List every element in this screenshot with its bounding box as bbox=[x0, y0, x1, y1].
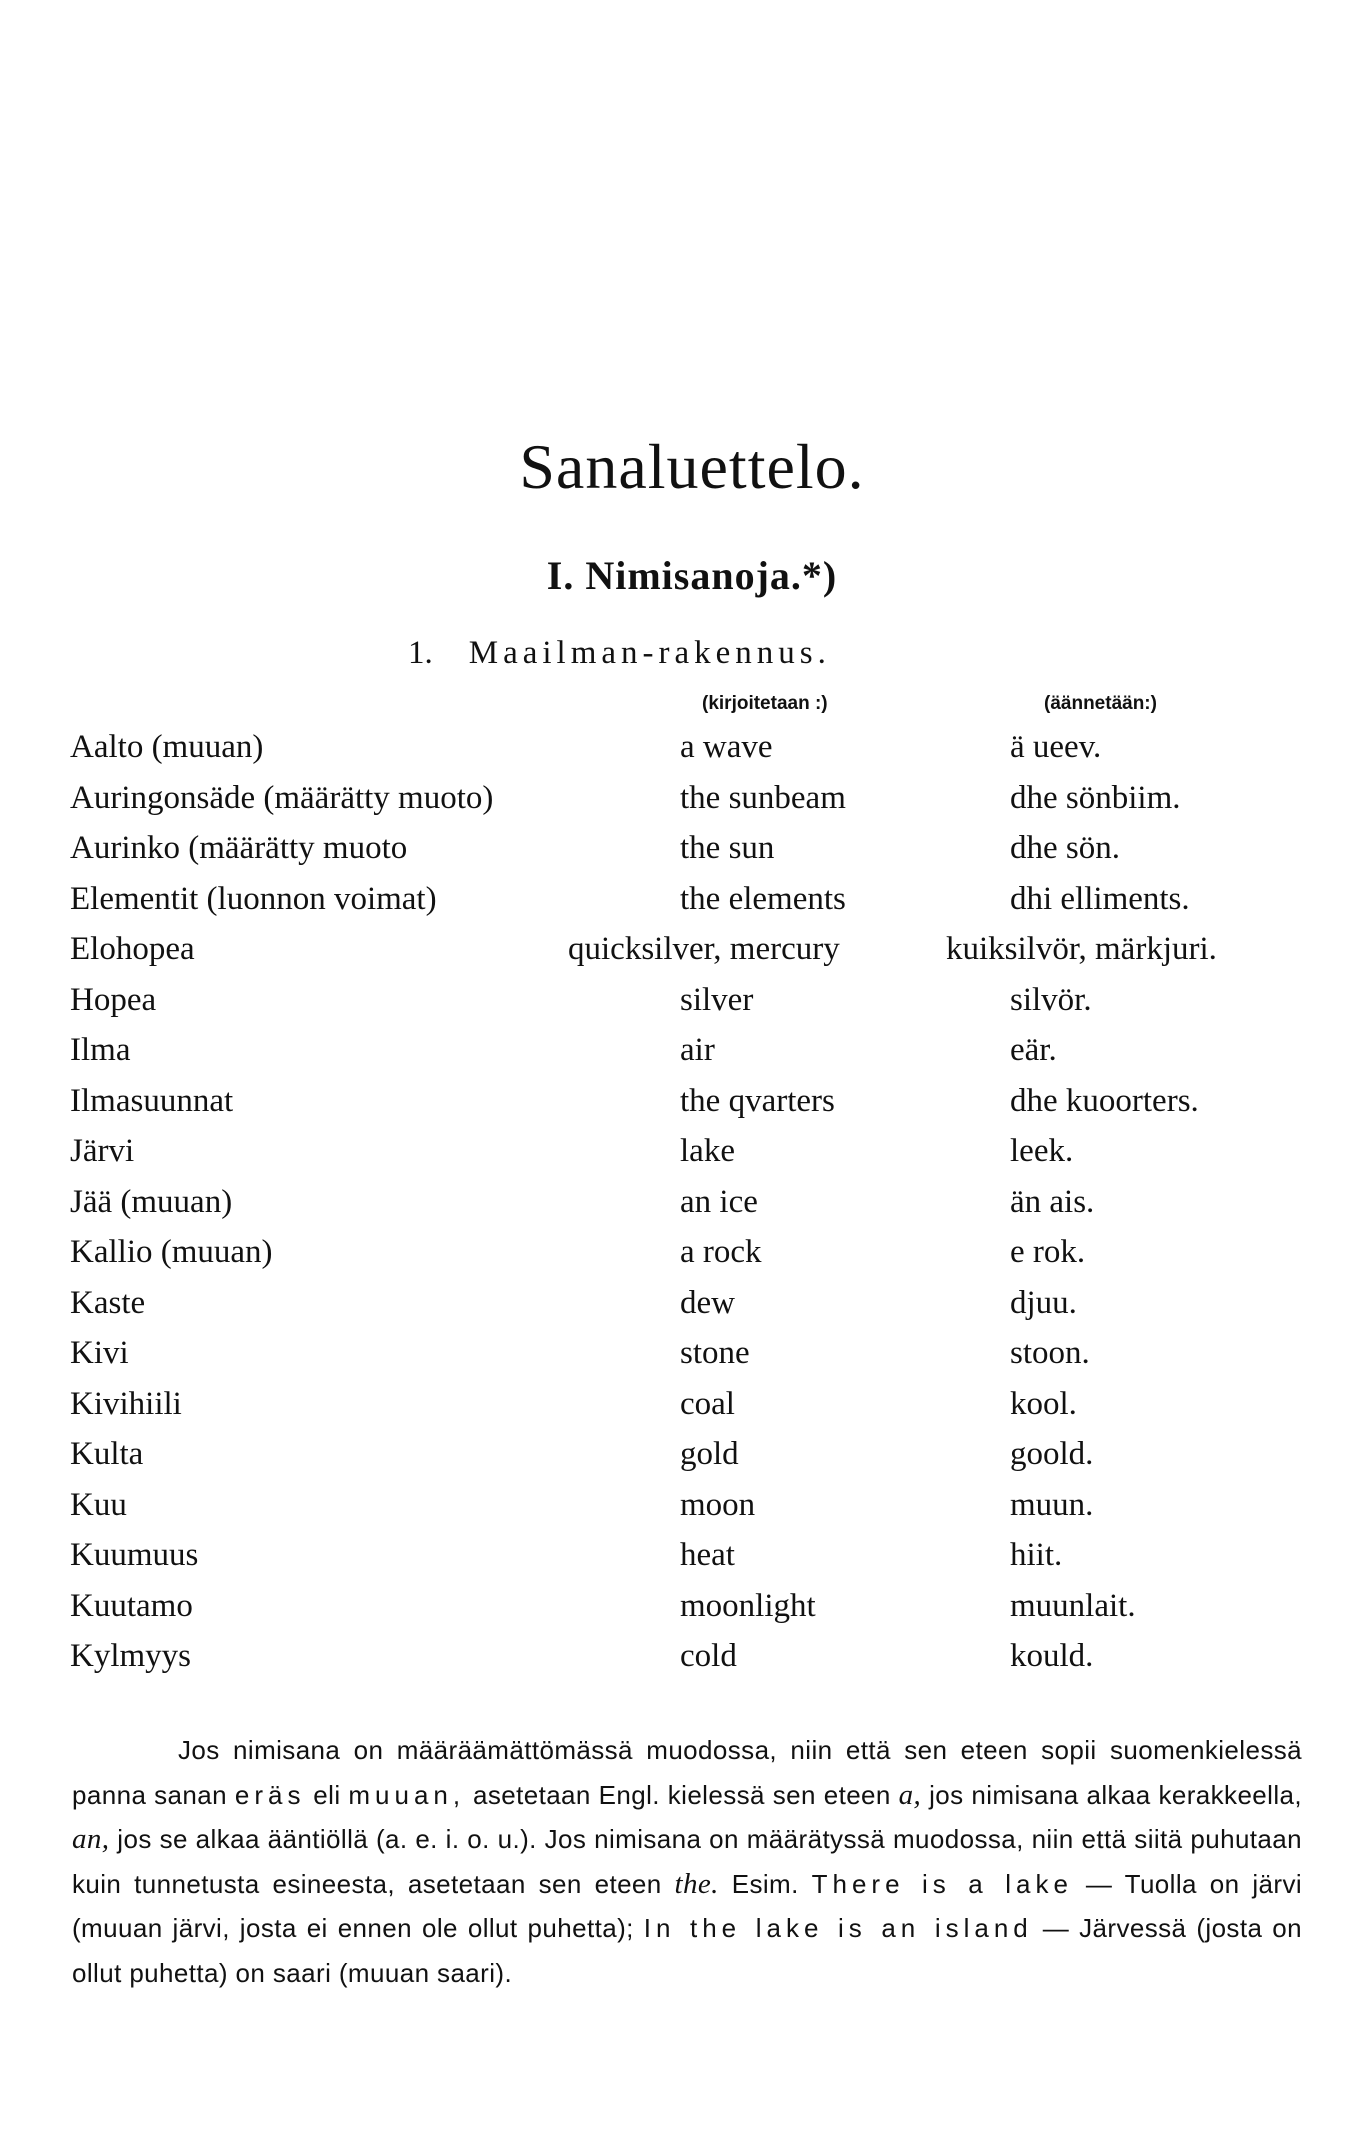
pronunciation: silvör. bbox=[1010, 981, 1092, 1018]
finnish-word: Jää (muuan) bbox=[70, 1183, 233, 1220]
vocabulary-row bbox=[0, 874, 1368, 925]
finnish-word: Ilmasuunnat bbox=[70, 1082, 234, 1119]
note-text: Jos nimisana on määräämättömässä muodossa, niin että sen eteen sopii suomenkielessä panna sanan bbox=[72, 1735, 1302, 1810]
english-word: silver bbox=[680, 981, 754, 1018]
vocabulary-row bbox=[0, 975, 1368, 1026]
explanatory-note bbox=[72, 1728, 1302, 1995]
english-word: the qvarters bbox=[680, 1082, 835, 1119]
finnish-word: Kuutamo bbox=[70, 1587, 193, 1624]
finnish-word: Aalto (muuan) bbox=[70, 729, 264, 765]
vocabulary-row bbox=[0, 1227, 1368, 1278]
section-heading: I. Nimisanoja.*) bbox=[546, 553, 838, 598]
finnish-word: Elementit (luonnon voimat) bbox=[70, 880, 437, 917]
pronunciation: eär. bbox=[1010, 1032, 1057, 1068]
vocabulary-row bbox=[0, 722, 1368, 773]
note-text: — Järvessä (josta on ollut puhetta) on saari (muuan saari). bbox=[72, 1913, 1303, 1988]
finnish-word: Ilma bbox=[70, 1032, 131, 1068]
note-spaced-word: eräs bbox=[234, 1779, 306, 1810]
pronunciation: än ais. bbox=[1010, 1183, 1095, 1220]
english-word: air bbox=[680, 1032, 715, 1068]
english-word: moonlight bbox=[680, 1587, 816, 1624]
vocabulary-row bbox=[0, 924, 1368, 975]
vocabulary-row bbox=[0, 1177, 1368, 1228]
english-word: the sun bbox=[680, 830, 775, 866]
vocabulary-row bbox=[0, 1429, 1368, 1480]
finnish-word: Aurinko (määrätty muoto bbox=[70, 830, 408, 866]
pronunciation: dhe kuoorters. bbox=[1010, 1082, 1199, 1119]
pronunciation: dhi elliments. bbox=[1010, 880, 1190, 917]
vocabulary-row bbox=[0, 773, 1368, 824]
english-word: lake bbox=[680, 1133, 735, 1169]
finnish-word: Kivihiili bbox=[70, 1385, 182, 1422]
vocabulary-row bbox=[0, 823, 1368, 874]
vocabulary-row bbox=[0, 1631, 1368, 1682]
english-word: stone bbox=[680, 1335, 750, 1371]
finnish-word: Kaste bbox=[70, 1284, 146, 1321]
english-word: coal bbox=[680, 1385, 735, 1422]
note-spaced-word: There is a lake bbox=[811, 1868, 1073, 1899]
english-word: dew bbox=[680, 1284, 735, 1321]
note-italic-word: a, bbox=[898, 1778, 922, 1811]
finnish-word: Kivi bbox=[70, 1335, 129, 1371]
english-word: the sunbeam bbox=[680, 779, 846, 816]
pronunciation: stoon. bbox=[1010, 1335, 1090, 1371]
pronunciation: kool. bbox=[1010, 1385, 1077, 1422]
pronunciation: leek. bbox=[1010, 1133, 1074, 1169]
pronunciation: kould. bbox=[1010, 1638, 1094, 1674]
page-title: Sanaluettelo. bbox=[519, 431, 865, 502]
english-word: heat bbox=[680, 1537, 735, 1573]
vocabulary-row bbox=[0, 1328, 1368, 1379]
pronunciation: goold. bbox=[1010, 1436, 1094, 1472]
english-word: gold bbox=[680, 1436, 739, 1472]
column-header-english: (kirjoitetaan :) bbox=[702, 693, 828, 714]
pronunciation: dhe sönbiim. bbox=[1010, 779, 1181, 816]
note-text: jos se alkaa ääntiöllä (a. e. i. o. u.). Jos nimisana on määrätyssä muodossa, niin että siitä puhutaan kuin tunnetusta esineesta, asetetaan sen eteen bbox=[72, 1824, 1303, 1899]
finnish-word: Kuu bbox=[70, 1486, 127, 1523]
vocabulary-row bbox=[0, 1126, 1368, 1177]
vocabulary-row bbox=[0, 1480, 1368, 1531]
english-word: cold bbox=[680, 1638, 737, 1674]
subsection-name: Maailman-rakennus. bbox=[468, 635, 831, 671]
subsection-number: 1. bbox=[408, 635, 433, 671]
pronunciation: kuiksilvör, märkjuri. bbox=[946, 931, 1217, 967]
note-text: eli bbox=[313, 1779, 341, 1810]
finnish-word: Kylmyys bbox=[70, 1638, 192, 1674]
finnish-word: Auringonsäde (määrätty muoto) bbox=[70, 779, 494, 816]
pronunciation: djuu. bbox=[1010, 1284, 1077, 1321]
finnish-word: Kulta bbox=[70, 1436, 144, 1472]
pronunciation: e rok. bbox=[1010, 1234, 1086, 1270]
note-text: asetetaan Engl. kielessä sen eteen bbox=[472, 1779, 891, 1810]
note-spaced-word: In the lake is an island bbox=[643, 1913, 1033, 1943]
english-word: the elements bbox=[680, 880, 846, 917]
note-text: Esim. bbox=[731, 1868, 799, 1899]
finnish-word: Järvi bbox=[70, 1133, 135, 1169]
note-spaced-word: muuan, bbox=[348, 1779, 466, 1810]
vocabulary-row bbox=[0, 1278, 1368, 1329]
english-word: a wave bbox=[680, 729, 773, 765]
pronunciation: dhe sön. bbox=[1010, 830, 1120, 866]
note-italic-word: the. bbox=[674, 1867, 719, 1900]
note-text: jos nimisana alkaa kerakkeella, bbox=[929, 1779, 1303, 1810]
vocabulary-row bbox=[0, 1025, 1368, 1076]
vocabulary-row bbox=[0, 1581, 1368, 1632]
english-word: a rock bbox=[680, 1234, 762, 1270]
subsection-heading bbox=[408, 635, 831, 672]
column-header-pronunciation: (äännetään:) bbox=[1044, 693, 1157, 714]
english-word: moon bbox=[680, 1486, 756, 1523]
english-word: quicksilver, mercury bbox=[568, 931, 840, 967]
vocabulary-row bbox=[0, 1076, 1368, 1127]
finnish-word: Kallio (muuan) bbox=[70, 1234, 273, 1270]
vocabulary-row bbox=[0, 1530, 1368, 1581]
pronunciation: muun. bbox=[1010, 1486, 1094, 1523]
finnish-word: Elohopea bbox=[70, 931, 195, 967]
note-italic-word: an, bbox=[72, 1823, 110, 1855]
pronunciation: muunlait. bbox=[1010, 1587, 1136, 1624]
finnish-word: Kuumuus bbox=[70, 1537, 199, 1573]
pronunciation: ä ueev. bbox=[1010, 729, 1102, 765]
finnish-word: Hopea bbox=[70, 981, 157, 1018]
pronunciation: hiit. bbox=[1010, 1537, 1063, 1573]
english-word: an ice bbox=[680, 1183, 758, 1220]
vocabulary-row bbox=[0, 1379, 1368, 1430]
note-text: — Tuolla on järvi (muuan järvi, josta ei ennen ole ollut puhetta); bbox=[72, 1868, 1303, 1943]
vocabulary-list bbox=[0, 722, 1368, 1682]
